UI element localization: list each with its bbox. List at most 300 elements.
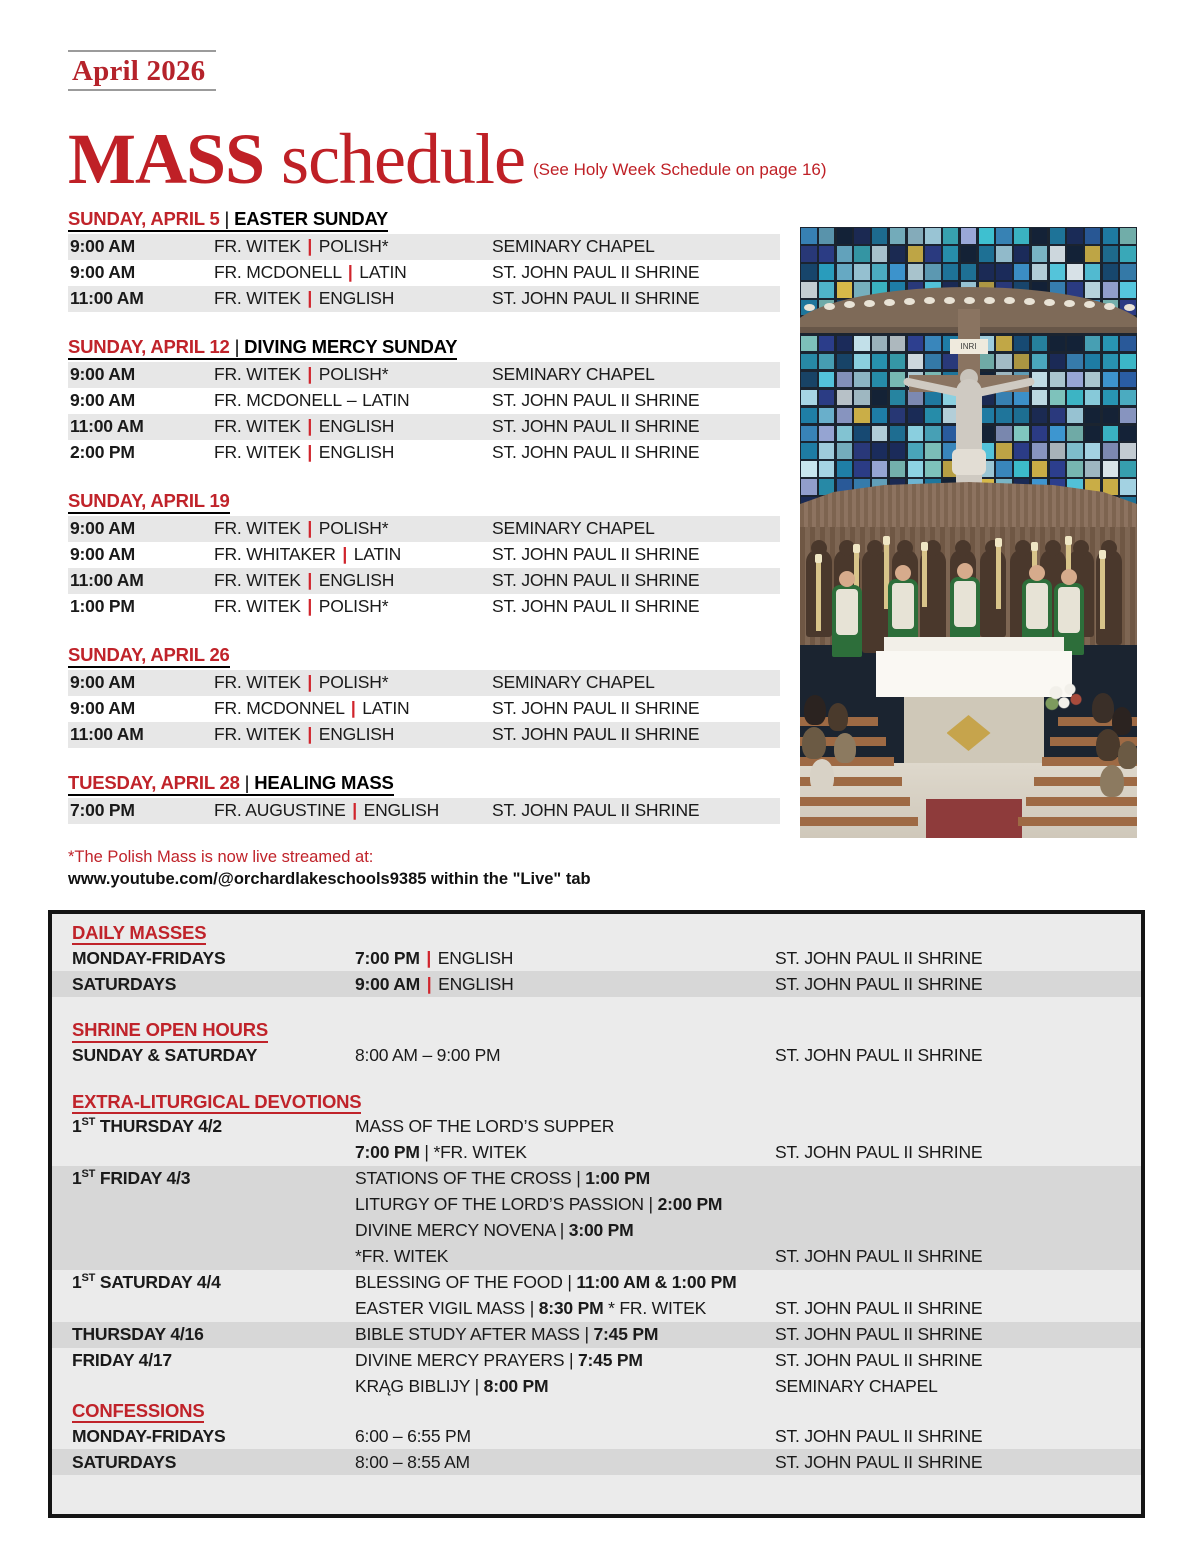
glass-tile [801, 443, 816, 459]
schedule-row [68, 516, 780, 542]
glass-tile [996, 246, 1011, 262]
celebrant-name: FR. WITEK [214, 288, 301, 309]
glass-tile [996, 408, 1011, 424]
schedule-row [68, 798, 780, 824]
glass-tile [1067, 443, 1082, 459]
arch-light [824, 303, 835, 310]
devotion-location: ST. JOHN PAUL II SHRINE [775, 1298, 983, 1319]
celebrant-name: FR. WITEK [214, 442, 301, 463]
priest-vestment [892, 583, 914, 629]
mass-location: ST. JOHN PAUL II SHRINE [492, 442, 700, 463]
glass-tile [854, 372, 869, 388]
schedule-row [68, 440, 780, 466]
glass-tile [1050, 336, 1065, 352]
glass-tile [837, 426, 852, 442]
mass-time: 11:00 AM [70, 724, 144, 745]
red-carpet [926, 799, 1022, 838]
glass-tile [890, 408, 905, 424]
glass-tile [1014, 246, 1029, 262]
glass-tile [1120, 246, 1135, 262]
mass-celebrant [214, 520, 492, 538]
glass-tile [996, 426, 1011, 442]
glass-tile [1014, 336, 1029, 352]
devotion-detail [355, 1168, 775, 1189]
congregant [804, 695, 826, 725]
glass-tile [1067, 336, 1082, 352]
glass-tile [801, 264, 816, 280]
devotion-detail [355, 1350, 775, 1371]
devotion-location: ST. JOHN PAUL II SHRINE [775, 1350, 983, 1371]
glass-tile [1120, 461, 1135, 477]
schedule-day-heading [68, 644, 230, 668]
priest-vestment [954, 581, 976, 627]
glass-tile [1032, 246, 1047, 262]
row-separator: | [474, 1376, 479, 1397]
devotion-name: STATIONS OF THE CROSS [355, 1168, 572, 1189]
glass-tile [854, 443, 869, 459]
glass-tile [1120, 408, 1135, 424]
glass-tile [872, 372, 887, 388]
shrine-hours-time: 8:00 AM – 9:00 PM [355, 1045, 501, 1066]
glass-tile [1103, 228, 1118, 244]
daily-mass-location: ST. JOHN PAUL II SHRINE [775, 973, 983, 994]
glass-tile [1103, 354, 1118, 370]
glass-tile [1067, 246, 1082, 262]
title-mass: MASS [68, 119, 265, 199]
devotion-row [52, 1244, 1141, 1270]
glass-tile [908, 408, 923, 424]
schedule-group [68, 644, 780, 748]
glass-tile [819, 354, 834, 370]
pew [1018, 817, 1137, 826]
holy-week-note: (See Holy Week Schedule on page 16) [532, 160, 827, 179]
glass-tile [819, 264, 834, 280]
devotion-label [72, 1272, 355, 1293]
shrine-altar-photo [800, 227, 1137, 838]
devotion-name: BIBLE STUDY AFTER MASS [355, 1324, 580, 1345]
glass-tile [1032, 426, 1047, 442]
glass-tile [1120, 479, 1135, 495]
arch-light [904, 298, 915, 305]
glass-tile [925, 426, 940, 442]
mass-time: 1:00 PM [70, 596, 135, 617]
heading-separator: | [229, 336, 245, 357]
glass-tile [1032, 390, 1047, 406]
ordinal-suffix: ST [81, 1168, 96, 1181]
row-separator: | [576, 1168, 581, 1189]
mass-location: ST. JOHN PAUL II SHRINE [492, 570, 700, 591]
schedule-row [68, 670, 780, 696]
glass-tile [1103, 408, 1118, 424]
congregant [802, 727, 826, 759]
glass-tile [1085, 372, 1100, 388]
mass-time: 9:00 AM [70, 544, 136, 565]
mass-location: ST. JOHN PAUL II SHRINE [492, 800, 700, 821]
priest [832, 585, 862, 657]
mass-language: ENGLISH [318, 288, 395, 309]
daily-mass-location: ST. JOHN PAUL II SHRINE [775, 947, 983, 968]
glass-tile [801, 372, 816, 388]
celebrant-name: FR. WITEK [214, 364, 301, 385]
confession-row [52, 1423, 1141, 1449]
devotion-name: *FR. WITEK [355, 1246, 449, 1267]
daily-masses-heading-wrap [52, 922, 1141, 945]
glass-tile [890, 390, 905, 406]
glass-tile [872, 228, 887, 244]
mass-time: 2:00 PM [70, 442, 135, 463]
celebrant-name: FR. WITEK [214, 570, 301, 591]
mass-time: 11:00 AM [70, 570, 144, 591]
day-date: SUNDAY, APRIL 12 [68, 336, 230, 357]
glass-tile [1120, 390, 1135, 406]
celebrant-name: FR. WHITAKER [214, 544, 336, 565]
devotion-detail [355, 1142, 775, 1163]
mass-language: POLISH* [318, 236, 389, 257]
glass-tile [1085, 246, 1100, 262]
mass-time: 9:00 AM [70, 236, 136, 257]
arch-light [864, 300, 875, 307]
glass-tile [819, 443, 834, 459]
glass-tile [1120, 228, 1135, 244]
priest-vestment [836, 589, 858, 635]
schedule-group [68, 336, 780, 466]
row-separator: | [352, 800, 357, 821]
row-separator: – [346, 390, 357, 411]
day-date: SUNDAY, APRIL 26 [68, 644, 230, 665]
row-separator: | [568, 1350, 574, 1371]
confession-time: 6:00 – 6:55 PM [355, 1425, 471, 1446]
row-separator: | [426, 947, 432, 968]
footnote-line-2: www.youtube.com/@orchardlakeschools9385 within the "Live" tab [68, 870, 591, 889]
glass-tile [1067, 228, 1082, 244]
glass-tile [1050, 390, 1065, 406]
mass-location: ST. JOHN PAUL II SHRINE [492, 698, 700, 719]
devotion-row [52, 1192, 1141, 1218]
mass-language: ENGLISH [363, 800, 440, 821]
glass-tile [872, 354, 887, 370]
celebrant-name: FR. MCDONNEL [214, 698, 345, 719]
glass-tile [1067, 408, 1082, 424]
glass-tile [854, 354, 869, 370]
mass-celebrant [214, 290, 492, 308]
mass-language: LATIN [362, 390, 410, 411]
mass-time: 9:00 AM [70, 672, 136, 693]
devotion-row [52, 1374, 1141, 1400]
celebrant-name: FR. MCDONELL [214, 262, 342, 283]
glass-tile [819, 336, 834, 352]
mass-time: 11:00 AM [70, 288, 144, 309]
mass-time: 11:00 AM [70, 416, 144, 437]
arch-light [844, 301, 855, 308]
glass-tile [1103, 461, 1118, 477]
glass-tile [908, 426, 923, 442]
schedule-row [68, 286, 780, 312]
glass-tile [1032, 228, 1047, 244]
mass-celebrant [214, 392, 492, 410]
glass-tile [854, 408, 869, 424]
devotion-note: *FR. WITEK [433, 1142, 527, 1163]
glass-tile [925, 336, 940, 352]
glass-tile [925, 354, 940, 370]
glass-tile [1085, 390, 1100, 406]
glass-tile [996, 354, 1011, 370]
glass-tile [890, 246, 905, 262]
heading-separator: | [239, 772, 255, 793]
devotion-location: ST. JOHN PAUL II SHRINE [775, 1246, 983, 1267]
schedule-row [68, 722, 780, 748]
congregant [1118, 741, 1137, 769]
celebrant-name: FR. MCDONELL [214, 390, 342, 411]
devotion-detail [355, 1116, 775, 1137]
devotion-time: 8:30 PM [538, 1298, 604, 1319]
glass-tile [1050, 443, 1065, 459]
mass-language: ENGLISH [318, 442, 395, 463]
glass-tile [837, 390, 852, 406]
glass-tile [819, 408, 834, 424]
glass-tile [819, 479, 834, 495]
mass-location: ST. JOHN PAUL II SHRINE [492, 390, 700, 411]
glass-tile [819, 426, 834, 442]
glass-tile [908, 264, 923, 280]
mass-time: 9:00 AM [70, 390, 136, 411]
glass-tile [925, 264, 940, 280]
glass-tile [1067, 390, 1082, 406]
glass-tile [1103, 264, 1118, 280]
day-date: SUNDAY, APRIL 19 [68, 490, 230, 511]
glass-tile [1014, 228, 1029, 244]
glass-tile [979, 264, 994, 280]
devotion-time: 3:00 PM [568, 1220, 634, 1241]
devotion-date: 1ST THURSDAY 4/2 [72, 1116, 222, 1137]
glass-tile [925, 461, 940, 477]
glass-tile [996, 228, 1011, 244]
mass-language: POLISH* [318, 364, 389, 385]
mass-language: POLISH* [318, 518, 389, 539]
schedule-row [68, 568, 780, 594]
glass-tile [837, 408, 852, 424]
glass-tile [1120, 372, 1135, 388]
day-event-name: HEALING MASS [254, 772, 394, 793]
glass-tile [854, 246, 869, 262]
glass-tile [1067, 372, 1082, 388]
glass-tile [801, 479, 816, 495]
glass-tile [961, 246, 976, 262]
devotion-detail [355, 1298, 775, 1319]
glass-tile [943, 228, 958, 244]
mass-celebrant [214, 802, 492, 820]
glass-tile [1014, 408, 1029, 424]
mass-location: ST. JOHN PAUL II SHRINE [492, 596, 700, 617]
schedule-group [68, 490, 780, 620]
confession-location: ST. JOHN PAUL II SHRINE [775, 1425, 983, 1446]
row-separator: | [342, 544, 348, 565]
glass-tile [890, 264, 905, 280]
mass-celebrant [214, 366, 492, 384]
glass-tile [1085, 354, 1100, 370]
glass-tile [890, 228, 905, 244]
inri-sign: INRI [950, 339, 988, 354]
spacer [52, 997, 1141, 1019]
glass-tile [890, 461, 905, 477]
devotion-date: FRIDAY 4/17 [72, 1350, 172, 1371]
mass-time: 9:00 AM [70, 698, 136, 719]
glass-tile [890, 336, 905, 352]
page-title [68, 118, 827, 201]
glass-tile [943, 354, 958, 370]
glass-tile [908, 228, 923, 244]
glass-tile [1067, 461, 1082, 477]
devotion-time: 2:00 PM [657, 1194, 723, 1215]
arch-light [1004, 297, 1015, 304]
glass-tile [961, 228, 976, 244]
daily-mass-detail [355, 974, 775, 995]
schedule-row [68, 260, 780, 286]
row-separator: | [350, 698, 356, 719]
glass-tile [1120, 264, 1135, 280]
mass-celebrant [214, 418, 492, 436]
devotion-name: KRĄG BIBLIJY [355, 1376, 470, 1397]
celebrant-name: FR. WITEK [214, 518, 301, 539]
schedule-day-heading [68, 208, 388, 232]
mass-celebrant [214, 598, 492, 616]
mass-celebrant [214, 264, 492, 282]
devotion-row [52, 1322, 1141, 1348]
glass-tile [872, 390, 887, 406]
row-separator: | [307, 570, 313, 591]
footnote-line-1: *The Polish Mass is now live streamed at: [68, 848, 374, 866]
mass-time: 9:00 AM [70, 518, 136, 539]
mass-language: POLISH* [318, 672, 389, 693]
glass-tile [872, 408, 887, 424]
glass-tile [1085, 461, 1100, 477]
glass-tile [979, 246, 994, 262]
congregant [834, 733, 856, 763]
glass-tile [1103, 246, 1118, 262]
mass-location: ST. JOHN PAUL II SHRINE [492, 724, 700, 745]
row-separator: | [307, 416, 313, 437]
mass-time: 9:00 AM [70, 364, 136, 385]
schedule-day-heading [68, 490, 230, 514]
arch-light [984, 297, 995, 304]
candle [996, 545, 1001, 609]
corpus-loincloth [952, 449, 986, 475]
devotion-row [52, 1270, 1141, 1296]
heading-separator: | [219, 208, 235, 229]
devotion-date: 1ST FRIDAY 4/3 [72, 1168, 191, 1189]
candle [816, 561, 821, 631]
daily-mass-row [52, 971, 1141, 997]
glass-tile [890, 426, 905, 442]
row-separator: | [307, 364, 313, 385]
glass-tile [925, 228, 940, 244]
glass-tile [1085, 408, 1100, 424]
arch-light [964, 297, 975, 304]
glass-tile [801, 354, 816, 370]
arch-light [1104, 303, 1115, 310]
glass-tile [872, 246, 887, 262]
arch-light [804, 304, 815, 311]
arch-light [1084, 301, 1095, 308]
candle [922, 549, 927, 607]
celebrant-name: FR. WITEK [214, 416, 301, 437]
celebrant-name: FR. AUGUSTINE [214, 800, 346, 821]
confession-row [52, 1449, 1141, 1475]
schedule-day-heading [68, 336, 457, 360]
devotion-label [72, 1116, 355, 1137]
arch-light [1124, 304, 1135, 311]
row-separator: | [424, 1142, 429, 1163]
arch-light [944, 297, 955, 304]
glass-tile [1067, 426, 1082, 442]
glass-tile [837, 246, 852, 262]
devotion-time: 7:45 PM [578, 1350, 643, 1371]
glass-tile [837, 264, 852, 280]
masthead [68, 50, 216, 91]
daily-masses-heading: DAILY MASSES [72, 922, 206, 945]
pew [1026, 797, 1137, 806]
glass-tile [801, 336, 816, 352]
schedule-row [68, 234, 780, 260]
glass-tile [979, 354, 994, 370]
glass-tile [925, 408, 940, 424]
devotion-time: 7:45 PM [593, 1324, 659, 1345]
devotion-name: BLESSING OF THE FOOD [355, 1272, 563, 1293]
flower-arrangement [1044, 679, 1084, 713]
glass-tile [943, 264, 958, 280]
devotion-row [52, 1114, 1141, 1140]
devotion-detail [355, 1246, 775, 1267]
devotion-date: THURSDAY 4/16 [72, 1324, 204, 1345]
schedule-group [68, 772, 780, 824]
glass-tile [1050, 372, 1065, 388]
confession-time: 8:00 – 8:55 AM [355, 1451, 470, 1472]
glass-tile [854, 228, 869, 244]
mass-celebrant [214, 726, 492, 744]
confession-location: ST. JOHN PAUL II SHRINE [775, 1451, 983, 1472]
schedule-row [68, 388, 780, 414]
glass-tile [819, 228, 834, 244]
mass-celebrant [214, 572, 492, 590]
row-separator: | [307, 236, 313, 257]
devotions-heading-wrap [52, 1091, 1141, 1114]
schedule-group [68, 208, 780, 312]
row-separator: | [307, 724, 313, 745]
glass-tile [1050, 264, 1065, 280]
glass-tile [872, 264, 887, 280]
devotion-time: 11:00 AM & 1:00 PM [576, 1272, 737, 1293]
glass-tile [1032, 461, 1047, 477]
glass-tile [819, 461, 834, 477]
stained-glass-window [800, 227, 1137, 532]
mass-location: ST. JOHN PAUL II SHRINE [492, 416, 700, 437]
mass-language: LATIN [362, 698, 410, 719]
schedule-day-heading [68, 772, 394, 796]
glass-tile [908, 354, 923, 370]
row-separator: | [307, 672, 313, 693]
schedule-row [68, 542, 780, 568]
day-date: TUESDAY, APRIL 28 [68, 772, 240, 793]
glass-tile [1085, 443, 1100, 459]
congregant [1092, 693, 1114, 723]
confession-days: SATURDAYS [72, 1451, 177, 1472]
mass-time: 7:00 PM [70, 800, 135, 821]
devotion-name: LITURGY OF THE LORD’S PASSION [355, 1194, 644, 1215]
day-event-name: DIVING MERCY SUNDAY [244, 336, 458, 357]
devotion-location: SEMINARY CHAPEL [775, 1376, 938, 1397]
glass-tile [996, 461, 1011, 477]
glass-tile [872, 336, 887, 352]
sanctuary-scene [800, 527, 1137, 838]
